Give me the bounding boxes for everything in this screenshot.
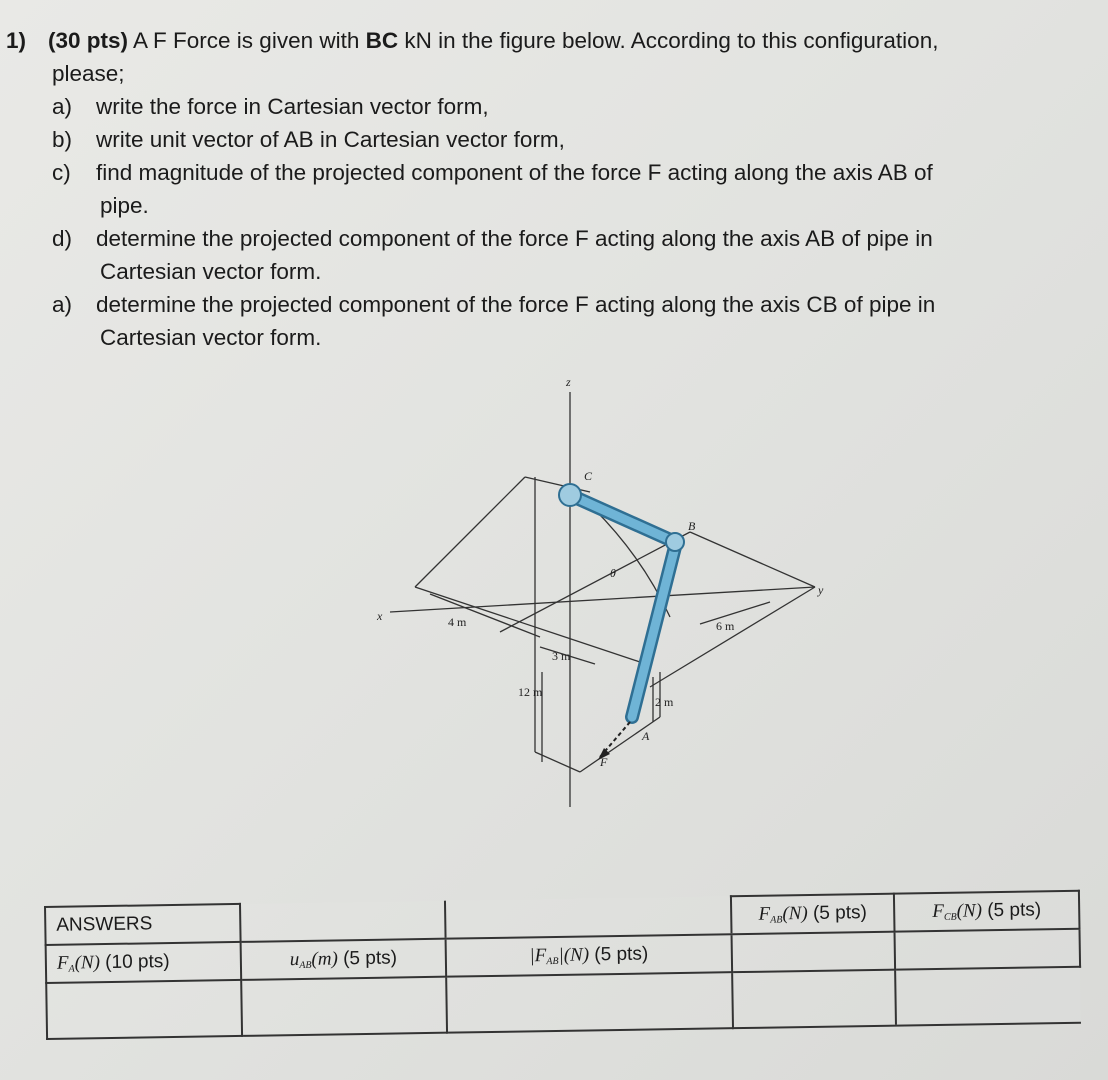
blank-cell bbox=[732, 970, 896, 1029]
item-text: determine the projected component of the force F acting along the axis AB of pipe in bbox=[96, 226, 933, 251]
label-a: A bbox=[642, 729, 650, 743]
f-ab-subscript: AB bbox=[770, 914, 783, 926]
pipe-diagram bbox=[370, 372, 840, 812]
base-line-2 bbox=[580, 717, 660, 772]
item-label: b) bbox=[52, 127, 73, 152]
answer-cell-u-ab[interactable] bbox=[241, 977, 447, 1036]
item-label: c) bbox=[52, 160, 71, 185]
f-a-symbol: F bbox=[56, 952, 69, 974]
answer-cell-f-a[interactable] bbox=[46, 980, 242, 1039]
label-b: B bbox=[688, 519, 696, 533]
item-b bbox=[6, 123, 1096, 156]
item-text: write the force in Cartesian vector form, bbox=[96, 94, 489, 119]
f-cb-subscript: CB bbox=[943, 911, 957, 923]
f-cb-symbol: F bbox=[932, 900, 945, 923]
pipe-cb bbox=[570, 495, 675, 542]
u-ab-subscript: AB bbox=[299, 959, 312, 971]
f-ab-unit: (N) bbox=[782, 903, 808, 925]
blank-cell bbox=[445, 896, 732, 938]
item-text: write unit vector of AB in Cartesian vector form, bbox=[96, 127, 565, 152]
question-points: (30 pts) bbox=[48, 28, 129, 53]
blank-cell bbox=[895, 967, 1081, 1026]
u-ab-points: (5 pts) bbox=[342, 947, 398, 970]
label-y: y bbox=[818, 583, 824, 597]
answer-cell-f-ab[interactable] bbox=[732, 932, 896, 973]
question-intro-b: kN in the figure below. According to this configuration, bbox=[404, 28, 939, 53]
label-2m: 2 m bbox=[655, 695, 674, 709]
header-f-cb bbox=[894, 891, 1080, 932]
label-c: C bbox=[584, 469, 593, 483]
label-f: F bbox=[600, 755, 608, 769]
f-a-subscript: A bbox=[68, 963, 75, 975]
answers-table bbox=[44, 890, 1080, 1066]
item-d-cont: Cartesian vector form. bbox=[100, 259, 322, 284]
item-d bbox=[6, 222, 1096, 255]
f-ab-mag-points: (5 pts) bbox=[594, 943, 649, 966]
f-a-unit: (N) bbox=[74, 952, 101, 974]
f-cb-unit: (N) bbox=[956, 900, 983, 922]
header-f-a bbox=[46, 942, 242, 983]
item-c-cont: pipe. bbox=[100, 193, 149, 218]
u-ab-unit: (m) bbox=[311, 948, 339, 970]
floor-grid-2 bbox=[690, 532, 815, 587]
label-theta: θ bbox=[610, 566, 616, 580]
pipe-figure bbox=[370, 372, 840, 812]
item-text: find magnitude of the projected component of the force F acting along the axis AB of bbox=[96, 160, 933, 185]
answers-header: ANSWERS bbox=[45, 904, 241, 945]
f-ab-mag-unit: |(N) bbox=[558, 944, 590, 966]
label-6m: 6 m bbox=[716, 619, 735, 633]
question-intro-a: A F Force is given with bbox=[133, 28, 360, 53]
blank-cell bbox=[240, 901, 446, 942]
question-number: 1) bbox=[6, 28, 27, 53]
label-4m: 4 m bbox=[448, 615, 467, 629]
frame-lines bbox=[390, 392, 815, 807]
floor-edge-left bbox=[415, 477, 525, 587]
item-a bbox=[6, 90, 1096, 123]
question-intro-line bbox=[6, 24, 1096, 57]
f-ab-mag-subscript: AB bbox=[546, 955, 559, 968]
u-ab-symbol: u bbox=[289, 948, 300, 971]
item-label: a) bbox=[52, 292, 73, 317]
item-text: determine the projected component of the force F acting along the axis CB of pipe in bbox=[96, 292, 936, 317]
header-f-ab-magnitude bbox=[446, 934, 733, 976]
f-a-points: (10 pts) bbox=[105, 951, 170, 974]
item-label: d) bbox=[52, 226, 73, 251]
pipe-elbow-b bbox=[666, 533, 684, 551]
item-e-cont: Cartesian vector form. bbox=[100, 325, 322, 350]
question-block bbox=[6, 24, 1096, 354]
header-u-ab bbox=[241, 939, 447, 980]
header-f-ab bbox=[731, 894, 895, 935]
label-x: x bbox=[377, 609, 383, 623]
floor-grid-3 bbox=[650, 587, 815, 687]
f-cb-points: (5 pts) bbox=[987, 899, 1042, 922]
answer-cell-f-cb[interactable] bbox=[895, 929, 1081, 970]
answer-cell-f-ab-magnitude[interactable] bbox=[446, 972, 733, 1032]
f-ab-mag-symbol: |F bbox=[529, 945, 547, 967]
f-ab-symbol: F bbox=[758, 903, 771, 925]
f-ab-points: (5 pts) bbox=[812, 902, 868, 924]
pipe-flange-c bbox=[559, 484, 581, 506]
label-z: z bbox=[566, 375, 571, 389]
dim-4m-line bbox=[430, 594, 540, 637]
item-label: a) bbox=[52, 94, 73, 119]
item-c bbox=[6, 156, 1096, 189]
question-intro-bc: BC bbox=[365, 28, 399, 53]
label-3m: 3 m bbox=[552, 649, 571, 663]
item-e bbox=[6, 288, 1096, 321]
label-12m: 12 m bbox=[518, 685, 543, 699]
question-intro-please: please; bbox=[52, 61, 125, 86]
